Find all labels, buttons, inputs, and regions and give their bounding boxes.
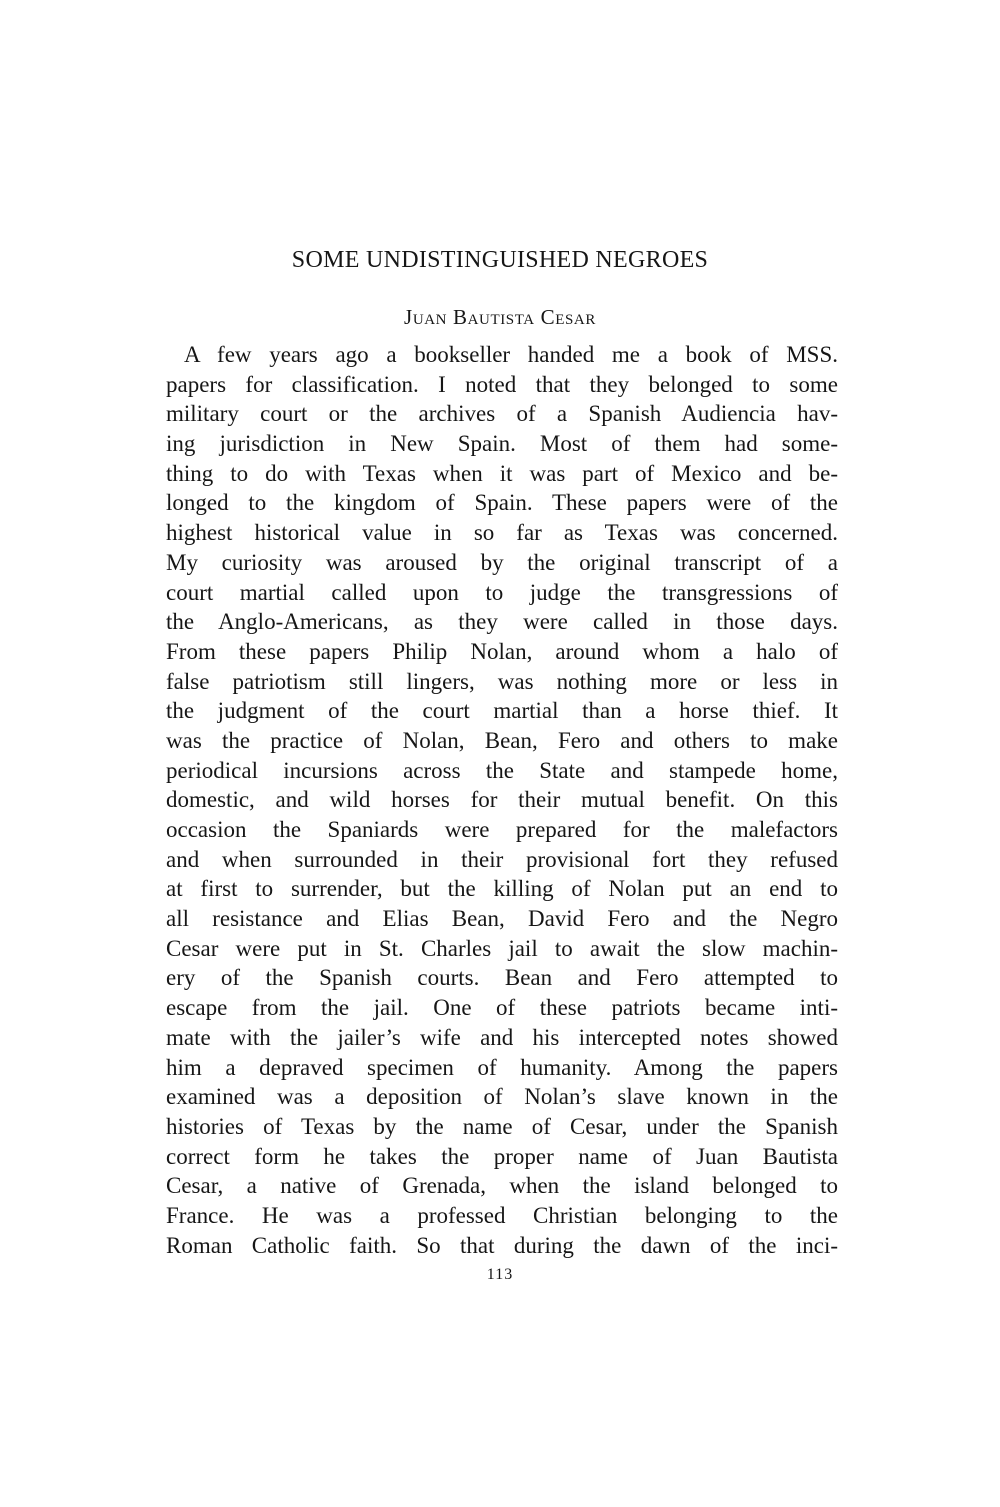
text-line: histories of Texas by the name of Cesar, under the Spanish (166, 1113, 838, 1139)
text-line: and when surrounded in their provisional fort they refused (166, 846, 838, 872)
text-line: mate with the jailer’s wife and his intercepted notes showed (166, 1024, 838, 1050)
text-line: France. He was a professed Christian belonging to the (166, 1202, 838, 1228)
section-subtitle: Juan Bautista Cesar (404, 305, 596, 329)
text-line: at first to surrender, but the killing of Nolan put an end to (166, 876, 838, 902)
text-line: Cesar were put in St. Charles jail to await the slow machin- (166, 935, 838, 961)
page-title: SOME UNDISTINGUISHED NEGROES (291, 247, 709, 273)
text-line: domestic, and wild horses for their mutual benefit. On this (166, 787, 838, 813)
text-line: examined was a deposition of Nolan’s slave known in the (166, 1084, 838, 1110)
text-line: ing jurisdiction in New Spain. Most of them had some- (166, 431, 838, 457)
text-line: periodical incursions across the State and stampede home, (166, 757, 838, 783)
text-line: false patriotism still lingers, was nothing more or less in (166, 668, 838, 694)
text-line: court martial called upon to judge the transgressions of (166, 579, 838, 605)
text-line: Roman Catholic faith. So that during the dawn of the inci- (166, 1232, 838, 1258)
page-number: 113 (486, 1266, 514, 1283)
text-line: all resistance and Elias Bean, David Fero and the Negro (166, 906, 838, 932)
text-line: thing to do with Texas when it was part of Mexico and be- (166, 460, 838, 486)
text-line: My curiosity was aroused by the original transcript of a (166, 549, 838, 575)
text-line: From these papers Philip Nolan, around whom a halo of (166, 638, 838, 664)
text-line: correct form he takes the proper name of Juan Bautista (166, 1143, 838, 1169)
text-line: papers for classification. I noted that they belonged to some (166, 371, 838, 397)
text-line: was the practice of Nolan, Bean, Fero and others to make (166, 727, 838, 753)
text-line: escape from the jail. One of these patriots became inti- (166, 995, 838, 1021)
text-line: highest historical value in so far as Texas was concerned. (166, 520, 838, 546)
text-line: ery of the Spanish courts. Bean and Fero attempted to (166, 965, 838, 991)
text-line: Cesar, a native of Grenada, when the island belonged to (166, 1173, 838, 1199)
text-line: occasion the Spaniards were prepared for the malefactors (166, 817, 838, 842)
text-line: military court or the archives of a Spanish Audiencia hav- (166, 401, 838, 427)
text-line: longed to the kingdom of Spain. These papers were of the (166, 490, 838, 516)
text-line: A few years ago a bookseller handed me a book of MSS. (184, 342, 838, 367)
text-line: the Anglo-Americans, as they were called in those days. (166, 609, 838, 635)
text-line: the judgment of the court martial than a horse thief. It (166, 698, 838, 724)
text-line: him a depraved specimen of humanity. Among the papers (166, 1054, 838, 1080)
body-text (166, 340, 838, 1260)
